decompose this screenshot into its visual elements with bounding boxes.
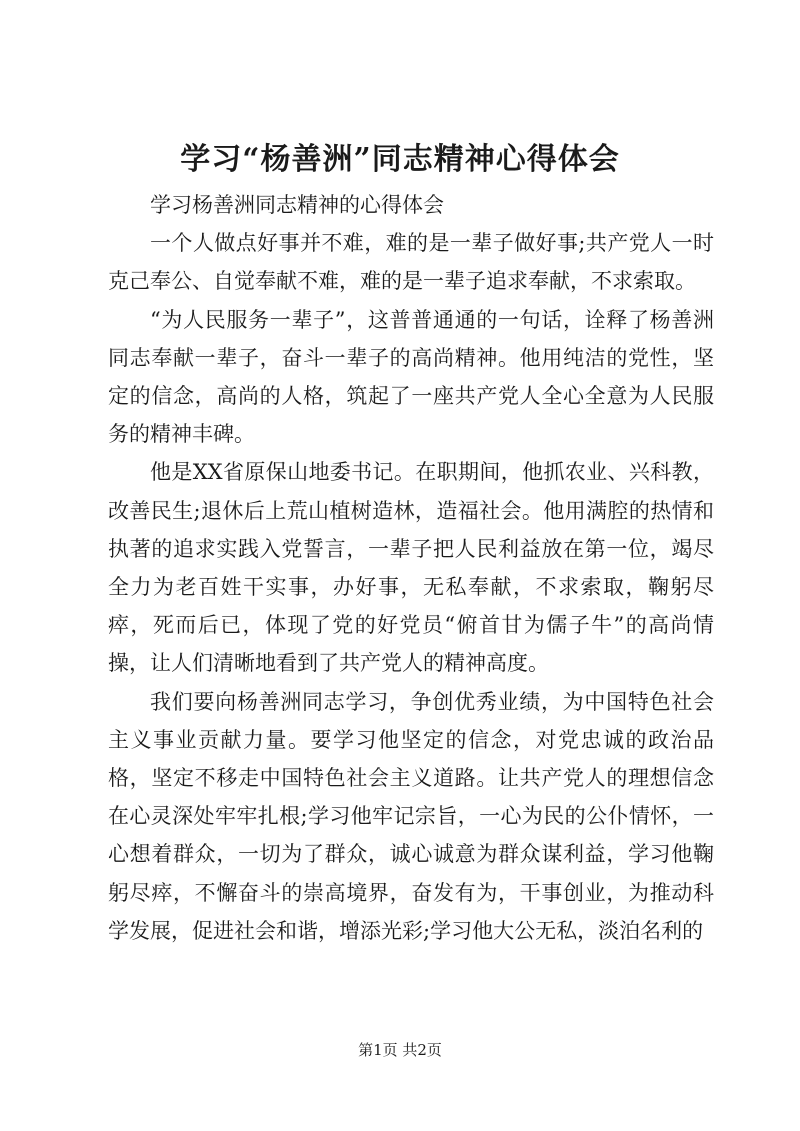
paragraph-4: 我们要向杨善洲同志学习，争创优秀业绩，为中国特色社会主义事业贡献力量。要学习他坚定的信念，对党忠诚的政治品格，坚定不移走中国特色社会主义道路。让共产党人的理想信念在心灵深处牢牢扎根;学习他牢记宗旨，一心为民的公仆情怀，一心想着群众，一切为了群众，诚心诚意为群众谋利益，学习他鞠躬尽瘁，不懈奋斗的崇高境界，奋发有为，干事创业，为推动科学发展，促进社会和谐，增添光彩;学习他大公无私，淡泊名利的 bbox=[108, 689, 714, 943]
document-title: 学习“杨善洲”同志精神心得体会 bbox=[180, 142, 620, 177]
paragraph-2: “为人民服务一辈子”，这普普通通的一句话，诠释了杨善洲同志奉献一辈子，奋斗一辈子的高尚精神。他用纯洁的党性，坚定的信念，高尚的人格，筑起了一座共产党人全心全意为人民服务的精神丰碑。 bbox=[108, 307, 714, 447]
paragraph-1: 一个人做点好事并不难，难的是一辈子做好事;共产党人一时克己奉公、自觉奉献不难，难的是一辈子追求奉献，不求索取。 bbox=[108, 231, 714, 294]
document-body bbox=[108, 186, 714, 950]
document-subtitle: 学习杨善洲同志精神的心得体会 bbox=[150, 193, 444, 217]
page-number-footer: 第1页 共2页 bbox=[358, 1041, 442, 1059]
paragraph-3: 他是XX省原保山地委书记。在职期间，他抓农业、兴科教，改善民生;退休后上荒山植树造林，造福社会。他用满腔的热情和执著的追求实践入党誓言，一辈子把人民利益放在第一位，竭尽全力为老百姓干实事，办好事，无私奉献，不求索取，鞠躬尽瘁，死而后已，体现了党的好党员“俯首甘为儒子牛”的高尚情操，让人们清晰地看到了共产党人的精神高度。 bbox=[108, 460, 714, 676]
